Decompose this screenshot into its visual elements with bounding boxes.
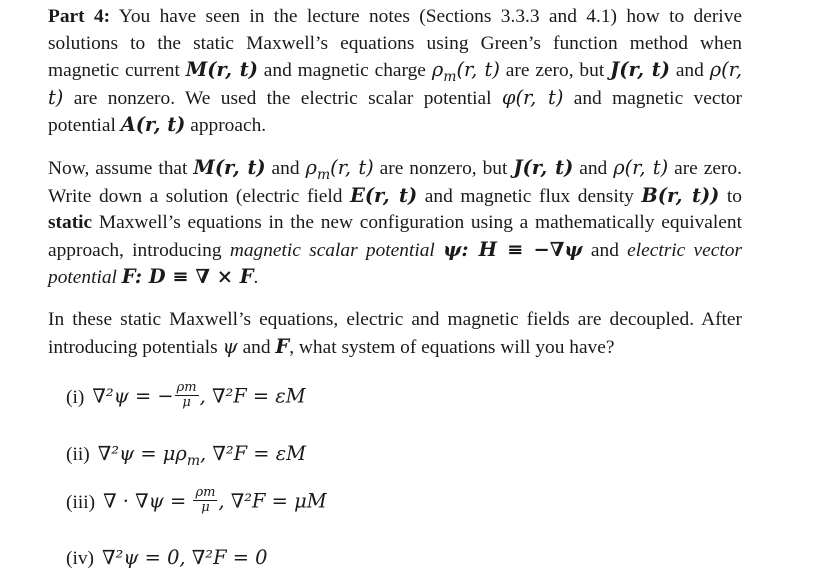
option-label: (iv) — [66, 548, 94, 569]
fraction — [193, 486, 217, 515]
math-B: B(r, t)) — [641, 183, 720, 207]
math-J: J(r, t) — [513, 156, 574, 179]
question-paragraph — [48, 307, 742, 361]
math-rho: ρ(r, t) — [613, 156, 669, 179]
text: In these static Maxwell’s equations, electric and magnetic fields are decoupled. After introducing potentials — [48, 309, 742, 358]
text: and — [237, 336, 276, 358]
text: Maxwell’s equations in the new configuration using a mathematically equivalent approach, introducing — [48, 212, 742, 261]
option-label: (iii) — [66, 491, 96, 513]
math-F-definition: F: D ≡ ∇ × F — [121, 265, 254, 289]
option-label: (i) — [66, 386, 85, 408]
text: Now, assume that — [48, 158, 194, 179]
fraction — [175, 381, 199, 410]
option-lhs: ∇ · ∇ψ = — [103, 489, 193, 513]
text: and — [265, 158, 306, 179]
text: are nonzero, but — [373, 158, 514, 179]
rho-args: (r, t) — [330, 156, 374, 179]
task-paragraph — [48, 155, 742, 292]
rho-args: (r, t) — [456, 58, 500, 82]
math-rho-m — [431, 58, 500, 86]
option-iii[interactable] — [66, 485, 327, 517]
option-rhs: , ∇²F = εM — [200, 442, 306, 465]
math-rho: ρ(r, t) — [48, 58, 742, 109]
option-lhs: ∇²ψ = 0, ∇²F = 0 — [102, 546, 268, 569]
math-psi-definition: ψ: H ≡ −∇ψ — [443, 237, 583, 261]
text: and — [669, 60, 710, 82]
rho-symbol: ρ — [305, 156, 317, 179]
math-F: F — [275, 334, 290, 358]
rho-symbol: ρ — [431, 58, 444, 82]
fraction-numerator: ρm — [195, 485, 216, 500]
option-iv[interactable] — [66, 545, 267, 572]
text: , what system of equations will you have? — [289, 336, 615, 358]
part-label: Part 4: — [48, 6, 111, 27]
text: You have seen in the lecture notes (Sections 3.3.3 and 4.1) how to derive solutions to the static Maxwell’s equations using Green’s function method when magnetic current — [48, 6, 742, 82]
subscript-m: m — [316, 166, 331, 183]
option-i[interactable] — [66, 380, 306, 412]
fraction-denominator: μ — [182, 395, 191, 410]
math-E: E(r, t) — [350, 183, 418, 207]
option-rhs: , ∇²F = μM — [218, 489, 327, 513]
intro-paragraph — [48, 4, 742, 140]
text: are zero. Write down a solution (electric field — [48, 158, 742, 207]
math-M: M(r, t) — [185, 58, 258, 82]
option-lhs: ∇²ψ = − — [92, 384, 174, 408]
option-ii[interactable] — [66, 441, 306, 468]
math-J: J(r, t) — [610, 58, 670, 82]
fraction-denominator: μ — [201, 500, 210, 515]
text: and magnetic vector potential — [48, 87, 742, 137]
option-lhs: ∇²ψ = μρ — [97, 442, 187, 465]
text: are nonzero. We used the electric scalar potential — [63, 87, 502, 109]
text: and magnetic charge — [257, 60, 432, 82]
option-rhs: , ∇²F = εM — [199, 384, 306, 408]
text: and — [573, 158, 614, 179]
fraction-numerator: ρm — [176, 380, 197, 395]
text: and — [582, 239, 628, 261]
subscript-m: m — [186, 452, 201, 469]
text: . — [253, 267, 259, 289]
math-A: A(r, t) — [120, 113, 186, 137]
text: and magnetic flux density — [417, 185, 642, 207]
math-rho-m — [305, 156, 374, 183]
subscript-m: m — [443, 69, 457, 86]
magnetic-scalar-potential-phrase: magnetic scalar potential — [229, 239, 435, 261]
electric-vector-potential-phrase: electric vector potential — [48, 239, 742, 289]
text: approach. — [185, 115, 267, 137]
text: are zero, but — [499, 60, 611, 82]
math-phi: φ(r, t) — [501, 85, 564, 109]
option-label: (ii) — [66, 444, 90, 465]
text: to — [719, 185, 742, 207]
math-M: M(r, t) — [193, 156, 266, 179]
math-psi: ψ — [222, 334, 238, 358]
static-word: static — [48, 212, 93, 234]
